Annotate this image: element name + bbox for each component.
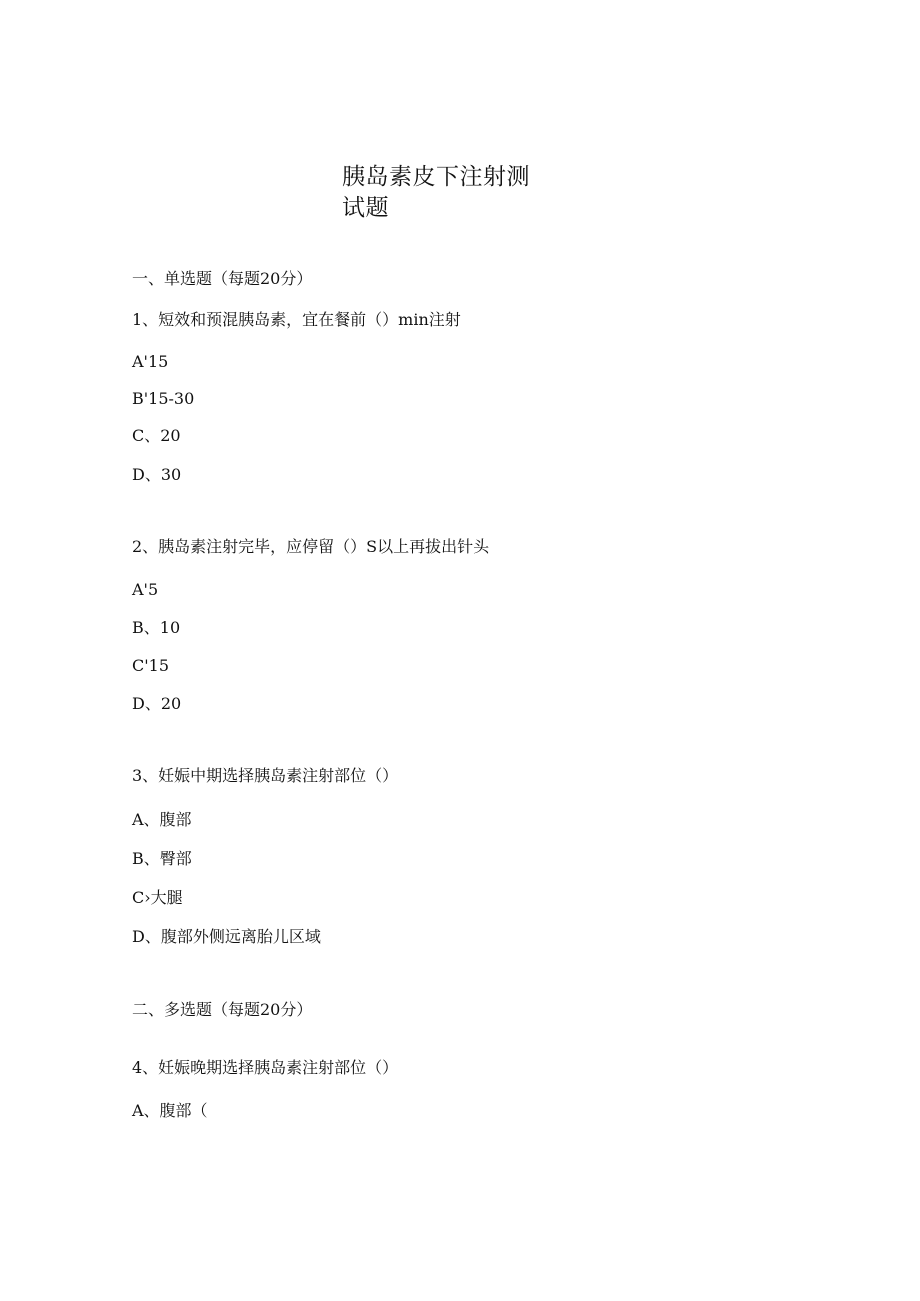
question-2-stem: 2、胰岛素注射完毕，应停留（）S以上再拔出针头 <box>132 537 490 556</box>
section-heading-single-choice: 一、单选题（每题20分） <box>132 269 313 288</box>
question-4-option-a: A、腹部（ <box>132 1101 208 1120</box>
question-2-option-d: D、20 <box>132 694 182 713</box>
question-3-option-b: B、臀部 <box>132 849 192 868</box>
question-1-option-c: C、20 <box>132 426 181 445</box>
question-3-option-a: A、腹部 <box>132 810 192 829</box>
question-3-option-d: D、腹部外侧远离胎儿区域 <box>132 927 321 946</box>
question-3-stem: 3、妊娠中期选择胰岛素注射部位（） <box>132 766 399 785</box>
question-3-option-c: C›大腿 <box>132 888 183 907</box>
question-1-stem: 1、短效和预混胰岛素，宜在餐前（）min注射 <box>132 310 461 329</box>
question-2-option-b: B、10 <box>132 618 181 637</box>
question-4-stem: 4、妊娠晚期选择胰岛素注射部位（） <box>132 1058 399 1077</box>
question-1-option-d: D、30 <box>132 465 182 484</box>
title-line-2: 试题 <box>342 195 389 221</box>
section-heading-multiple-choice: 二、多选题（每题20分） <box>132 1000 313 1019</box>
question-2-option-a: A'5 <box>132 580 159 599</box>
title-line-1: 胰岛素皮下注射测 <box>342 164 530 190</box>
question-2-option-c: C'15 <box>132 656 169 675</box>
question-1-option-b: B'15-30 <box>132 389 195 408</box>
page-title <box>342 162 542 224</box>
question-1-option-a: A'15 <box>132 352 169 371</box>
